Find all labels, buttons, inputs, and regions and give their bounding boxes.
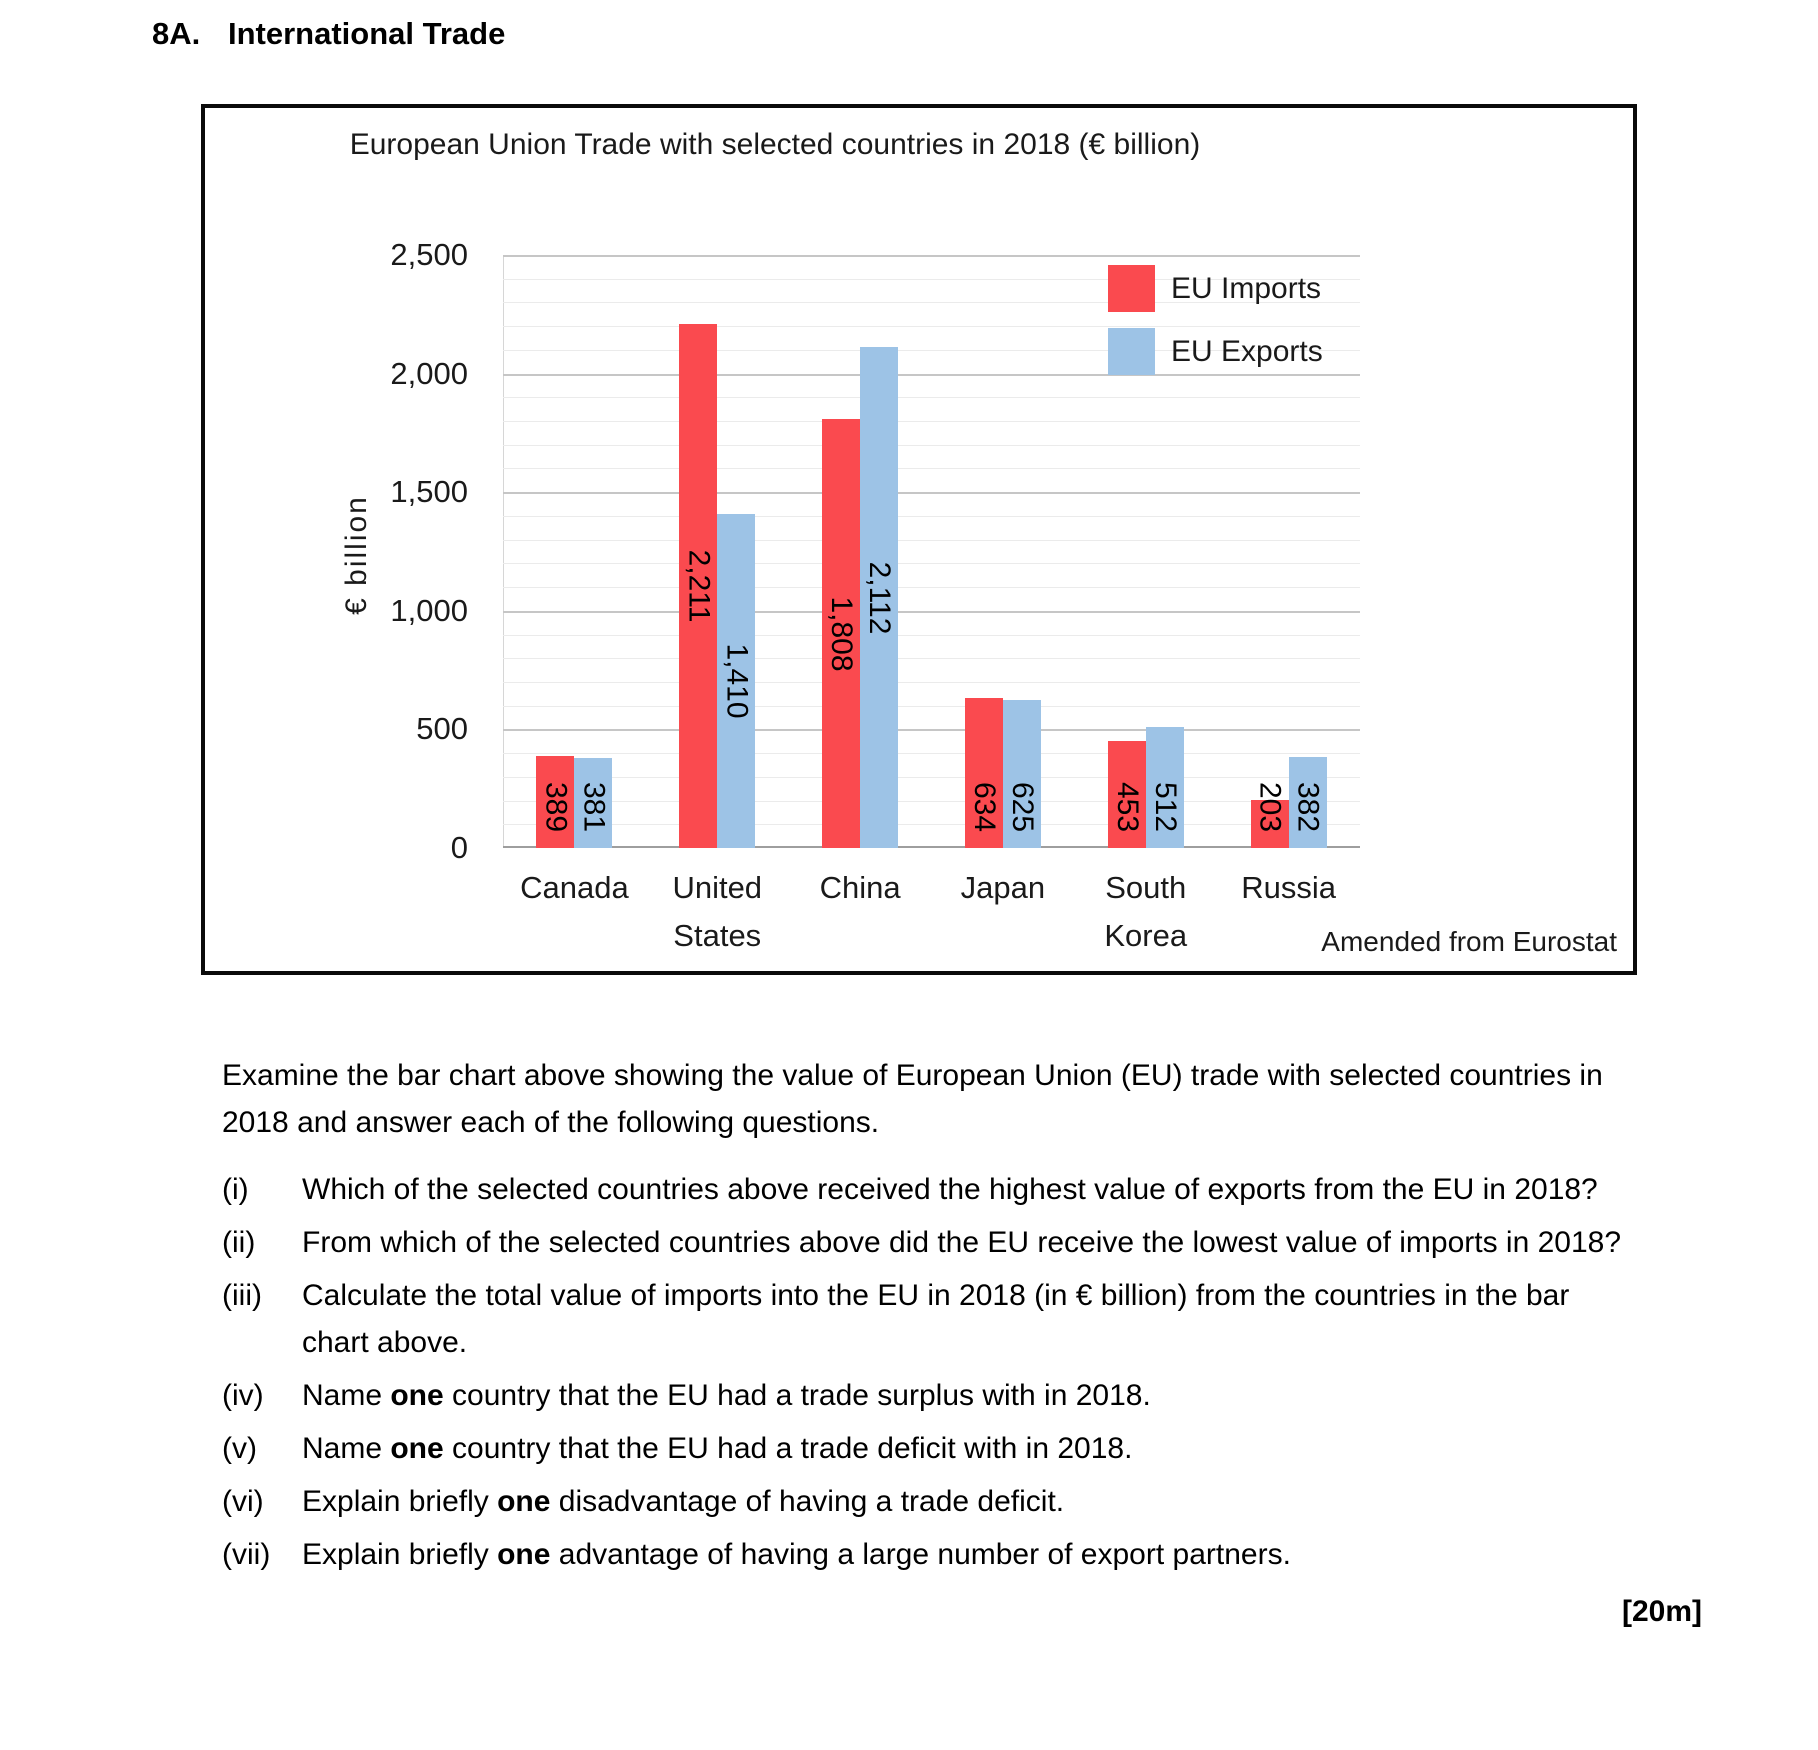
question-iii bbox=[222, 1272, 1706, 1366]
minor-gridline bbox=[503, 706, 1360, 707]
question-text: Explain briefly one disadvantage of having a trade deficit. bbox=[302, 1485, 1065, 1518]
section-title: International Trade bbox=[228, 16, 506, 51]
question-vii bbox=[222, 1531, 1706, 1578]
minor-gridline bbox=[503, 587, 1360, 588]
legend-entry-eu-imports bbox=[1108, 265, 1321, 312]
category-label-line: Canada bbox=[520, 870, 629, 905]
legend-swatch-eu-imports bbox=[1108, 265, 1155, 312]
x-axis-line bbox=[503, 846, 1360, 848]
question-text: Which of the selected countries above received the highest value of exports from the EU in 2018? bbox=[302, 1173, 1598, 1206]
eu-exports-bar-united-states bbox=[717, 514, 755, 848]
question-text: Name one country that the EU had a trade deficit with in 2018. bbox=[302, 1432, 1133, 1465]
legend-entry-eu-exports bbox=[1108, 328, 1323, 375]
eu-imports-bar-china bbox=[822, 419, 860, 848]
minor-gridline bbox=[503, 682, 1360, 683]
question-number: (vii) bbox=[222, 1538, 271, 1571]
category-label-line: States bbox=[673, 918, 762, 953]
chart-frame bbox=[201, 104, 1637, 975]
plot-area bbox=[503, 255, 1360, 848]
bar-value-label: 2,112 bbox=[863, 561, 897, 634]
eu-imports-bar-canada bbox=[536, 756, 574, 848]
category-label-russia bbox=[1204, 864, 1374, 912]
question-i bbox=[222, 1166, 1706, 1213]
eu-exports-bar-canada bbox=[574, 758, 612, 848]
y-tick-label: 500 bbox=[416, 711, 468, 747]
category-label-line: Russia bbox=[1241, 870, 1336, 905]
eu-exports-bar-japan bbox=[1003, 700, 1041, 848]
category-label-line: Japan bbox=[960, 870, 1046, 905]
minor-gridline bbox=[503, 801, 1360, 802]
question-number: (vi) bbox=[222, 1485, 264, 1518]
bar-value-label: 453 bbox=[1110, 781, 1144, 832]
category-label-line: United bbox=[672, 870, 763, 905]
eu-exports-bar-china bbox=[860, 347, 898, 848]
bar-value-label: 634 bbox=[967, 781, 1001, 832]
bar-value-label: 1,410 bbox=[720, 643, 754, 719]
legend-label: EU Exports bbox=[1171, 334, 1323, 368]
marks-label: [20m] bbox=[1621, 1595, 1702, 1628]
question-number: (iii) bbox=[222, 1279, 262, 1312]
minor-gridline bbox=[503, 658, 1360, 659]
source-note: Amended from Eurostat bbox=[1321, 926, 1617, 957]
question-text: Explain briefly one advantage of having a large number of export partners. bbox=[302, 1538, 1291, 1571]
minor-gridline bbox=[503, 326, 1360, 327]
question-text: Name one country that the EU had a trade surplus with in 2018. bbox=[302, 1379, 1151, 1412]
y-tick-label: 0 bbox=[450, 830, 468, 865]
bar-value-label: 389 bbox=[539, 781, 573, 832]
bar-value-label: 203 bbox=[1253, 781, 1287, 832]
y-axis-line bbox=[503, 255, 504, 848]
major-gridline bbox=[503, 492, 1360, 494]
bar-value-label: 512 bbox=[1148, 781, 1182, 832]
eu-exports-bar-south-korea bbox=[1146, 727, 1184, 848]
category-label-line: South bbox=[1105, 870, 1187, 905]
minor-gridline bbox=[503, 635, 1360, 636]
question-number: (i) bbox=[222, 1173, 249, 1206]
bar-value-label: 382 bbox=[1291, 781, 1325, 832]
question-vi bbox=[222, 1478, 1706, 1525]
eu-imports-bar-united-states bbox=[679, 324, 717, 848]
bar-value-label: 1,808 bbox=[825, 596, 859, 672]
minor-gridline bbox=[503, 540, 1360, 541]
minor-gridline bbox=[503, 753, 1360, 754]
question-number: (iv) bbox=[222, 1379, 264, 1412]
y-tick-label: 2,000 bbox=[390, 355, 468, 391]
bar-value-label: 381 bbox=[577, 781, 611, 832]
section-number: 8A. bbox=[152, 16, 201, 51]
intro-paragraph: Examine the bar chart above showing the value of European Union (EU) trade with selected countries in 2018 and answer each of the following questions. bbox=[222, 1059, 1603, 1139]
section-heading bbox=[152, 16, 505, 52]
bar-value-label: 625 bbox=[1005, 781, 1039, 832]
chart-title: European Union Trade with selected countries in 2018 (€ billion) bbox=[349, 128, 1201, 161]
minor-gridline bbox=[503, 468, 1360, 469]
legend-swatch-eu-exports bbox=[1108, 328, 1155, 375]
question-block bbox=[222, 1052, 1706, 1635]
question-number: (v) bbox=[222, 1432, 257, 1465]
question-v bbox=[222, 1425, 1706, 1472]
minor-gridline bbox=[503, 445, 1360, 446]
minor-gridline bbox=[503, 563, 1360, 564]
category-label-line: China bbox=[819, 870, 901, 905]
major-gridline bbox=[503, 611, 1360, 613]
minor-gridline bbox=[503, 397, 1360, 398]
y-tick-label: 2,500 bbox=[390, 237, 468, 272]
minor-gridline bbox=[503, 824, 1360, 825]
y-axis-title: € billion bbox=[340, 495, 373, 615]
minor-gridline bbox=[503, 777, 1360, 778]
category-label-line: Korea bbox=[1104, 918, 1188, 953]
bar-value-label: 2,211 bbox=[682, 549, 716, 623]
question-ii bbox=[222, 1219, 1706, 1266]
question-number: (ii) bbox=[222, 1226, 256, 1259]
question-iv bbox=[222, 1372, 1706, 1419]
eu-imports-bar-south-korea bbox=[1108, 741, 1146, 848]
major-gridline bbox=[503, 729, 1360, 731]
question-text: From which of the selected countries above did the EU receive the lowest value of imports in 2018? bbox=[302, 1226, 1622, 1259]
eu-imports-bar-japan bbox=[965, 698, 1003, 848]
minor-gridline bbox=[503, 516, 1360, 517]
eu-exports-bar-russia bbox=[1289, 757, 1327, 848]
y-tick-label: 1,000 bbox=[390, 592, 468, 628]
major-gridline bbox=[503, 255, 1360, 257]
question-text: Calculate the total value of imports into the EU in 2018 (in € billion) from the countries in the bar chart above. bbox=[302, 1279, 1570, 1359]
minor-gridline bbox=[503, 421, 1360, 422]
legend-label: EU Imports bbox=[1171, 271, 1322, 305]
eu-imports-bar-russia bbox=[1251, 781, 1289, 848]
y-tick-label: 1,500 bbox=[390, 474, 468, 510]
